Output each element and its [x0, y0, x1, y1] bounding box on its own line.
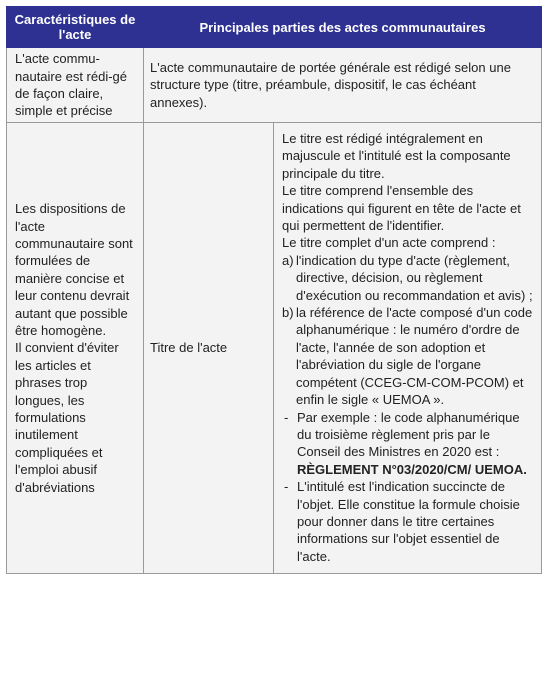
list-marker: - — [284, 409, 289, 425]
list-item — [282, 478, 535, 565]
example-code: RÈGLEMENT N°03/2020/CM/ UEMOA. — [297, 461, 527, 477]
header-main-parts: Principales parties des actes communautaires — [144, 7, 542, 48]
list-item — [282, 409, 535, 479]
table-row — [7, 48, 542, 123]
example-text: Par exemple : le code alphanumérique du troisième règlement pris par le Conseil des Ministres en 2020 est : — [297, 409, 520, 460]
header-row — [7, 7, 542, 48]
part-name-cell: Titre de l'acte — [144, 123, 274, 574]
list-marker: a) — [282, 252, 294, 268]
details-paragraph: Le titre complet d'un acte comprend : — [282, 235, 496, 251]
details-paragraph: Le titre est rédigé intégralement en majuscule et l'intitulé est la composante principale du titre. — [282, 131, 511, 181]
acts-characteristics-table — [6, 6, 542, 574]
list-marker: b) — [282, 305, 294, 321]
details-paragraph: Le titre comprend l'ensemble des indications qui figurent en tête de l'acte et qui permettent de l'identifier. — [282, 183, 521, 234]
characteristic-cell: L'acte commu-nautaire est rédi-gé de façon claire, simple et précise — [7, 48, 144, 123]
description-cell: L'acte communautaire de portée générale est rédigé selon une structure type (titre, préambule, dispositif, le cas échéant annexes). — [144, 48, 542, 123]
characteristic-paragraph: Il convient d'éviter les articles et phrases trop longues, les formulations inutilement compliquées et l'emploi abusif d'abréviations — [15, 340, 119, 495]
header-characteristics: Caractéristiques de l'acte — [7, 7, 144, 48]
characteristic-paragraph: Les dispositions de l'acte communautaire sont formulées de manière concise et leur contenu devrait autant que possible être homogène. — [15, 201, 133, 338]
table-row — [7, 123, 542, 574]
list-item — [282, 252, 535, 304]
list-item — [282, 304, 535, 408]
details-cell — [274, 123, 542, 574]
list-item-text: la référence de l'acte composé d'un code alphanumérique : le numéro d'ordre de l'acte, l'année de son adoption et l'abréviation du sigle de l'organe compétent (CCEG-CM-COM-PCOM) et enfin le sigle « UEMOA ». — [296, 305, 533, 408]
list-marker: - — [284, 479, 289, 495]
characteristic-cell — [7, 123, 144, 574]
list-item-text: l'indication du type d'acte (règlement, directive, décision, ou règlement d'exécution ou recommandation et avis) ; — [296, 252, 533, 303]
intitule-text: L'intitulé est l'indication succincte de l'objet. Elle constitue la formule choisie pour donner dans le titre certaines informations sur l'objet essentiel de l'acte. — [297, 479, 520, 564]
